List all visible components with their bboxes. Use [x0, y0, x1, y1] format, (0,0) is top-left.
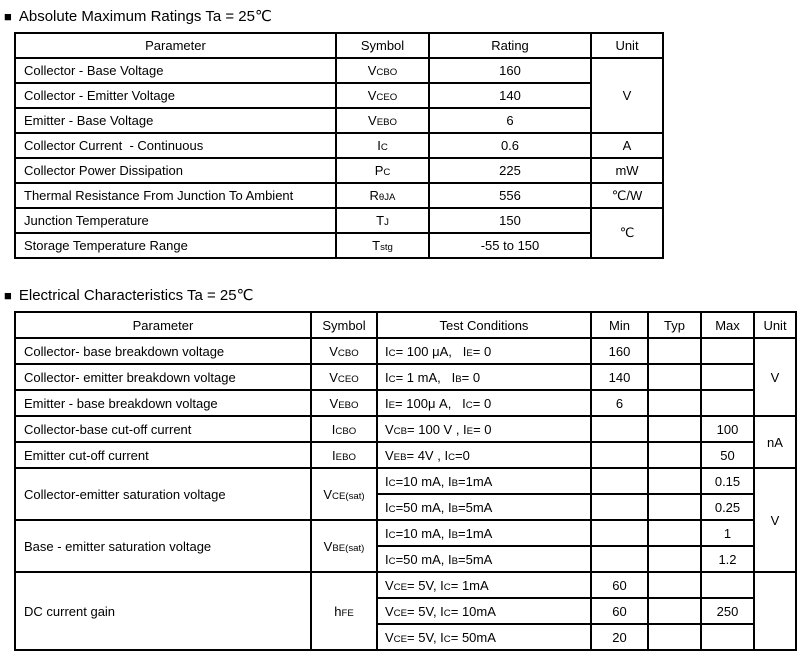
min-cell: 60 — [591, 598, 648, 624]
rating-cell: 556 — [429, 183, 591, 208]
unit-cell: V — [754, 338, 796, 416]
rating-cell: 140 — [429, 83, 591, 108]
col-header-unit: Unit — [754, 312, 796, 338]
rating-cell: -55 to 150 — [429, 233, 591, 258]
parameter-cell: DC current gain — [15, 572, 311, 650]
parameter-cell: Emitter - Base Voltage — [15, 108, 336, 133]
parameter-cell: Collector- base breakdown voltage — [15, 338, 311, 364]
min-cell — [591, 546, 648, 572]
test-conditions-cell: VEB= 4V , IC=0 — [377, 442, 591, 468]
datasheet-page — [0, 7, 799, 651]
unit-cell: nA — [754, 416, 796, 468]
parameter-cell: Collector Current - Continuous — [15, 133, 336, 158]
unit-cell: A — [591, 133, 663, 158]
parameter-cell: Collector Power Dissipation — [15, 158, 336, 183]
square-bullet-icon: ■ — [4, 288, 12, 303]
unit-cell: V — [754, 468, 796, 572]
max-cell — [701, 364, 754, 390]
parameter-cell: Emitter - base breakdown voltage — [15, 390, 311, 416]
table-row — [15, 183, 663, 208]
symbol-cell: VCEO — [311, 364, 377, 390]
parameter-cell: Collector - Emitter Voltage — [15, 83, 336, 108]
typ-cell — [648, 546, 701, 572]
table-row — [15, 58, 663, 83]
rating-cell: 0.6 — [429, 133, 591, 158]
parameter-cell: Base - emitter saturation voltage — [15, 520, 311, 572]
table-row — [15, 442, 796, 468]
unit-cell: mW — [591, 158, 663, 183]
table-row — [15, 133, 663, 158]
typ-cell — [648, 520, 701, 546]
typ-cell — [648, 494, 701, 520]
test-conditions-cell: VCE= 5V, IC= 1mA — [377, 572, 591, 598]
parameter-cell: Collector - Base Voltage — [15, 58, 336, 83]
symbol-cell: VEBO — [311, 390, 377, 416]
table-row — [15, 520, 796, 546]
rating-cell: 150 — [429, 208, 591, 233]
typ-cell — [648, 338, 701, 364]
symbol-cell: VCEO — [336, 83, 429, 108]
max-cell: 1.2 — [701, 546, 754, 572]
section-title-text: Electrical Characteristics Ta = 25℃ — [18, 287, 254, 304]
max-cell: 250 — [701, 598, 754, 624]
test-conditions-cell: IE= 100μ A, IC= 0 — [377, 390, 591, 416]
electrical-characteristics-table — [14, 311, 797, 651]
parameter-cell: Emitter cut-off current — [15, 442, 311, 468]
unit-cell: ℃ — [591, 208, 663, 258]
symbol-cell: IC — [336, 133, 429, 158]
test-conditions-cell: VCE= 5V, IC= 50mA — [377, 624, 591, 650]
symbol-cell: VEBO — [336, 108, 429, 133]
max-cell — [701, 572, 754, 598]
section-title-text: Absolute Maximum Ratings Ta = 25℃ — [18, 8, 272, 25]
table-row — [15, 468, 796, 494]
parameter-cell: Junction Temperature — [15, 208, 336, 233]
symbol-cell: IEBO — [311, 442, 377, 468]
test-conditions-cell: IC=10 mA, IB=1mA — [377, 520, 591, 546]
parameter-cell: Storage Temperature Range — [15, 233, 336, 258]
typ-cell — [648, 364, 701, 390]
col-header-parameter: Parameter — [15, 33, 336, 58]
rating-cell: 225 — [429, 158, 591, 183]
col-header-rating: Rating — [429, 33, 591, 58]
table-row — [15, 416, 796, 442]
table-row — [15, 108, 663, 133]
symbol-cell: VBE(sat) — [311, 520, 377, 572]
col-header-parameter: Parameter — [15, 312, 311, 338]
test-conditions-cell: IC=50 mA, IB=5mA — [377, 494, 591, 520]
col-header-unit: Unit — [591, 33, 663, 58]
symbol-cell: Tstg — [336, 233, 429, 258]
table-row — [15, 233, 663, 258]
square-bullet-icon: ■ — [4, 9, 12, 24]
parameter-cell: Collector-base cut-off current — [15, 416, 311, 442]
symbol-cell: hFE — [311, 572, 377, 650]
table-row — [15, 83, 663, 108]
min-cell: 60 — [591, 572, 648, 598]
typ-cell — [648, 468, 701, 494]
table-row — [15, 390, 796, 416]
typ-cell — [648, 598, 701, 624]
max-cell: 100 — [701, 416, 754, 442]
test-conditions-cell: IC= 100 μA, IE= 0 — [377, 338, 591, 364]
symbol-cell: VCBO — [311, 338, 377, 364]
typ-cell — [648, 624, 701, 650]
symbol-cell: PC — [336, 158, 429, 183]
max-cell: 0.25 — [701, 494, 754, 520]
col-header-symbol: Symbol — [311, 312, 377, 338]
table-row — [15, 572, 796, 598]
unit-cell: ℃/W — [591, 183, 663, 208]
table-row — [15, 208, 663, 233]
max-cell — [701, 338, 754, 364]
max-cell: 1 — [701, 520, 754, 546]
typ-cell — [648, 572, 701, 598]
min-cell — [591, 442, 648, 468]
parameter-cell: Thermal Resistance From Junction To Ambient — [15, 183, 336, 208]
table-header-row — [15, 312, 796, 338]
rating-cell: 6 — [429, 108, 591, 133]
parameter-cell: Collector- emitter breakdown voltage — [15, 364, 311, 390]
col-header-min: Min — [591, 312, 648, 338]
max-cell: 50 — [701, 442, 754, 468]
symbol-cell: TJ — [336, 208, 429, 233]
col-header-test-conditions: Test Conditions — [377, 312, 591, 338]
table-row — [15, 338, 796, 364]
symbol-cell: RθJA — [336, 183, 429, 208]
typ-cell — [648, 390, 701, 416]
unit-cell: V — [591, 58, 663, 133]
table-row — [15, 364, 796, 390]
table-row — [15, 158, 663, 183]
max-cell — [701, 624, 754, 650]
typ-cell — [648, 416, 701, 442]
min-cell: 20 — [591, 624, 648, 650]
min-cell — [591, 468, 648, 494]
symbol-cell: ICBO — [311, 416, 377, 442]
min-cell — [591, 494, 648, 520]
min-cell — [591, 520, 648, 546]
max-cell — [701, 390, 754, 416]
test-conditions-cell: IC=10 mA, IB=1mA — [377, 468, 591, 494]
min-cell: 140 — [591, 364, 648, 390]
section-title-absolute-max — [4, 7, 799, 25]
test-conditions-cell: VCB= 100 V , IE= 0 — [377, 416, 591, 442]
absolute-max-ratings-table — [14, 32, 664, 259]
max-cell: 0.15 — [701, 468, 754, 494]
rating-cell: 160 — [429, 58, 591, 83]
col-header-max: Max — [701, 312, 754, 338]
min-cell: 6 — [591, 390, 648, 416]
parameter-cell: Collector-emitter saturation voltage — [15, 468, 311, 520]
typ-cell — [648, 442, 701, 468]
test-conditions-cell: VCE= 5V, IC= 10mA — [377, 598, 591, 624]
min-cell — [591, 416, 648, 442]
symbol-cell: VCE(sat) — [311, 468, 377, 520]
col-header-typ: Typ — [648, 312, 701, 338]
table-header-row — [15, 33, 663, 58]
min-cell: 160 — [591, 338, 648, 364]
section-title-electrical — [4, 286, 799, 304]
test-conditions-cell: IC= 1 mA, IB= 0 — [377, 364, 591, 390]
col-header-symbol: Symbol — [336, 33, 429, 58]
symbol-cell: VCBO — [336, 58, 429, 83]
test-conditions-cell: IC=50 mA, IB=5mA — [377, 546, 591, 572]
unit-cell — [754, 572, 796, 650]
